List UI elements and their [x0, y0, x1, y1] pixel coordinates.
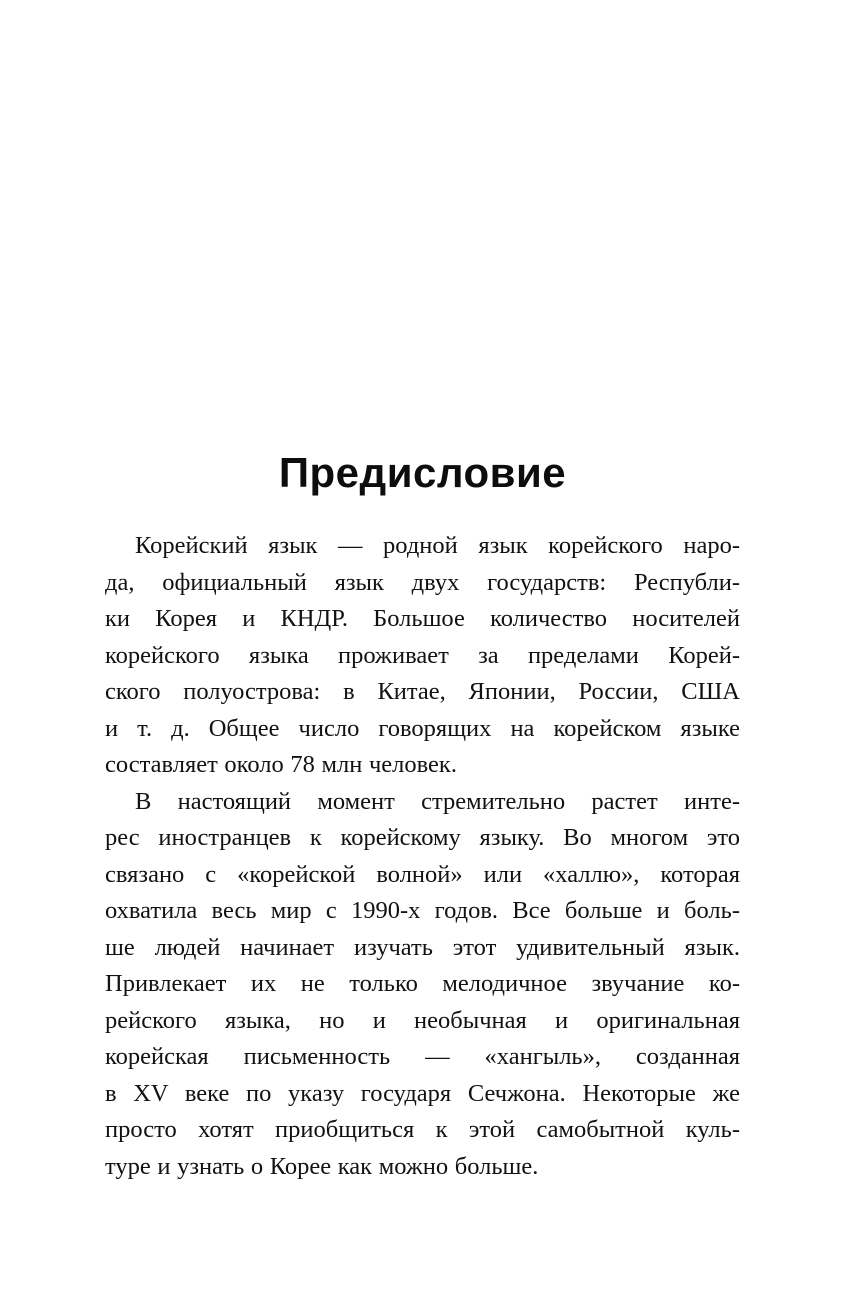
text-line: ше людей начинает изучать этот удивительный язык. [105, 933, 740, 961]
text-line: рес иностранцев к корейскому языку. Во многом это [105, 824, 740, 851]
text-line: в XV веке по указу государя Сечжона. Некоторые же [105, 1079, 740, 1107]
text-line: ского полуострова: в Китае, Японии, России, США [105, 678, 740, 705]
text-line: просто хотят приобщиться к этой самобытной куль- [105, 1116, 740, 1143]
text-line: рейского языка, но и необычная и оригинальная [105, 1006, 740, 1034]
text-line: ки Корея и КНДР. Большое количество носителей [105, 605, 740, 632]
text-line: В настоящий момент стремительно растет инте- [135, 787, 740, 815]
text-line: туре и узнать о Корее как можно больше. [105, 1152, 539, 1180]
text-line: охватила весь мир с 1990-х годов. Все больше и боль- [105, 897, 740, 924]
paragraph [105, 784, 740, 1186]
text-line: да, официальный язык двух государств: Республи- [105, 568, 740, 596]
text-line: и т. д. Общее число говорящих на корейском языке [105, 714, 740, 742]
page-title: Предисловие [278, 449, 567, 496]
text-line: корейская письменность — «хангыль», созданная [105, 1043, 740, 1070]
text-line: Привлекает их не только мелодичное звучание ко- [105, 970, 740, 997]
text-line: корейского языка проживает за пределами Корей- [105, 641, 740, 669]
paragraph [105, 528, 740, 784]
page-body [105, 528, 740, 1185]
text-line: связано с «корейской волной» или «халлю», которая [105, 860, 740, 888]
text-line: составляет около 78 млн человек. [105, 751, 457, 778]
text-line: Корейский язык — родной язык корейского наро- [135, 532, 740, 559]
